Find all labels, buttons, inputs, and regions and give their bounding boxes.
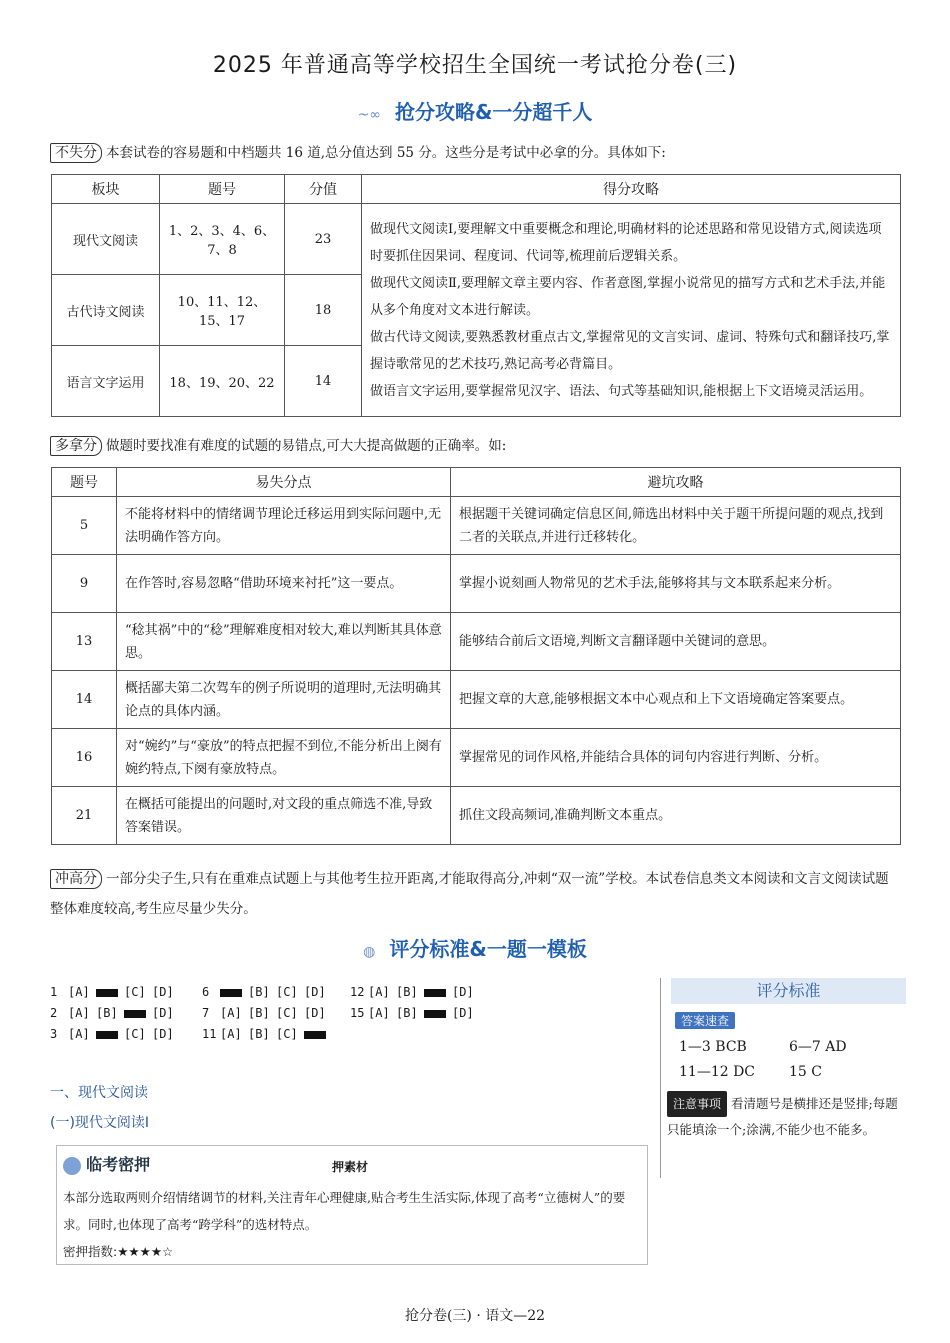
block-cell: 现代文阅读 xyxy=(52,204,160,275)
swirl-icon: ~∞ xyxy=(357,107,381,123)
pitfall-cell: 对“婉约”与“豪放”的特点把握不到位,不能分析出上阕有婉约特点,下阕有豪放特点。 xyxy=(117,729,451,787)
question-number: 11 xyxy=(202,1027,217,1041)
question-number: 3 xyxy=(50,1027,58,1041)
table-row xyxy=(52,613,901,671)
header-strategy: 得分攻略 xyxy=(362,175,901,204)
answer-card-item xyxy=(350,982,498,1003)
answer-card-item xyxy=(350,1003,498,1024)
answer-option[interactable]: [B] xyxy=(396,1006,418,1020)
mikao-body: 本部分选取两则介绍情绪调节的材料,关注青年心理健康,贴合考生生活实际,体现了高考“立德树人”的要求。同时,也体现了高考“跨学科”的选材特点。 xyxy=(63,1190,626,1232)
answer-option[interactable]: [A] xyxy=(220,1006,242,1020)
answer-option[interactable]: [C] xyxy=(276,1027,298,1041)
answer-option[interactable]: [D] xyxy=(304,985,326,999)
answer-option[interactable]: [D] xyxy=(452,985,474,999)
header-num: 题号 xyxy=(52,468,117,497)
part-heading: 一、现代文阅读 xyxy=(50,1085,148,1101)
answer-option[interactable]: [A] xyxy=(220,1027,242,1041)
score-cell: 23 xyxy=(285,204,362,275)
answer-option[interactable]: [B] xyxy=(96,1006,118,1020)
filled-mark xyxy=(304,1031,326,1039)
mikao-box xyxy=(56,1145,648,1265)
bushifen-tag: 不失分 xyxy=(50,143,102,163)
answer-card-item xyxy=(202,982,350,1003)
duonafen-intro xyxy=(50,436,910,456)
question-number: 6 xyxy=(202,985,210,999)
pitfall-cell: 概括鄙夫第二次驾车的例子所说明的道理时,无法明确其论点的具体内涵。 xyxy=(117,671,451,729)
answers-list xyxy=(679,1035,906,1085)
mascot-icon xyxy=(63,1157,81,1175)
block-cell: 古代诗文阅读 xyxy=(52,275,160,346)
answer-option[interactable]: [A] xyxy=(368,1006,390,1020)
score-cell: 18 xyxy=(285,275,362,346)
table-row xyxy=(52,555,901,613)
answer-option[interactable]: [B] xyxy=(248,985,270,999)
table-row xyxy=(52,497,901,555)
nums-cell: 1、2、3、4、6、7、8 xyxy=(160,204,285,275)
question-number: 12 xyxy=(350,985,365,999)
answer-item: 6—7 AD xyxy=(789,1039,847,1055)
tip-cell: 掌握常见的词作风格,并能结合具体的词句内容进行判断、分析。 xyxy=(451,729,901,787)
answer-option[interactable]: [C] xyxy=(124,1027,146,1041)
answer-option-filled[interactable] xyxy=(220,982,248,1003)
tip-cell: 抓住文段高频词,准确判断文本重点。 xyxy=(451,787,901,845)
chonggaofen-intro xyxy=(50,864,902,924)
mikao-label: 押素材 xyxy=(332,1160,369,1174)
answers-label: 答案速查 xyxy=(675,1012,735,1029)
chonggaofen-text: 一部分尖子生,只有在重难点试题上与其他考生拉开距离,才能取得高分,冲刺“双一流”学校。本试卷信息类文本阅读和文言文阅读试题整体难度较高,考生应尽量少失分。 xyxy=(50,871,889,917)
answer-option[interactable]: [D] xyxy=(152,1027,174,1041)
score-cell: 14 xyxy=(285,346,362,417)
answer-option[interactable]: [A] xyxy=(368,985,390,999)
num-cell: 21 xyxy=(52,787,117,845)
num-cell: 16 xyxy=(52,729,117,787)
section-heading-grading xyxy=(0,933,950,962)
answer-option[interactable]: [D] xyxy=(304,1006,326,1020)
tip-cell: 根据题干关键词确定信息区间,筛选出材料中关于题干所提问题的观点,找到二者的关联点,并进行迁移转化。 xyxy=(451,497,901,555)
answer-item: 15 C xyxy=(789,1064,822,1080)
grading-sidebar xyxy=(660,978,906,1178)
tip-cell: 把握文章的大意,能够根据文本中心观点和上下文语境确定答案要点。 xyxy=(451,671,901,729)
filled-mark xyxy=(124,1010,146,1018)
answer-option-filled[interactable] xyxy=(96,982,124,1003)
answer-option-filled[interactable] xyxy=(96,1024,124,1045)
table-row xyxy=(52,204,901,275)
answer-option[interactable]: [C] xyxy=(124,985,146,999)
header-pitfall: 易失分点 xyxy=(117,468,451,497)
answer-card-item xyxy=(50,982,202,1003)
page-footer: 抢分卷(三) · 语文—22 xyxy=(404,1308,546,1324)
strategy-paragraph: 做古代诗文阅读,要熟悉教材重点古文,掌握常见的文言实词、虚词、特殊句式和翻译技巧,掌握诗歌常见的艺术技巧,熟记高考必背篇目。 xyxy=(370,329,890,372)
answer-card-item xyxy=(202,1003,350,1024)
answer-card-row xyxy=(50,982,610,1003)
strategy-cell xyxy=(362,204,901,417)
answer-card-row xyxy=(50,1003,610,1024)
block-cell: 语言文字运用 xyxy=(52,346,160,417)
nums-cell: 10、11、12、15、17 xyxy=(160,275,285,346)
num-cell: 5 xyxy=(52,497,117,555)
header-tip: 避坑攻略 xyxy=(451,468,901,497)
pitfall-cell: 在作答时,容易忽略“借助环境来衬托”这一要点。 xyxy=(117,555,451,613)
strategy-paragraph: 做现代文阅读Ⅱ,要理解文章主要内容、作者意图,掌握小说常见的描写方式和艺术手法,并能从多个角度对文本进行解读。 xyxy=(370,275,886,318)
question-number: 2 xyxy=(50,1006,58,1020)
table-row xyxy=(52,729,901,787)
filled-mark xyxy=(424,1010,446,1018)
num-cell: 9 xyxy=(52,555,117,613)
num-cell: 13 xyxy=(52,613,117,671)
duonafen-tag: 多拿分 xyxy=(50,436,102,456)
answer-card-item xyxy=(202,1024,350,1045)
tip-cell: 能够结合前后文语境,判断文言翻译题中关键词的意思。 xyxy=(451,613,901,671)
answer-option[interactable]: [B] xyxy=(248,1027,270,1041)
answer-option[interactable]: [A] xyxy=(68,1027,90,1041)
chonggaofen-tag: 冲高分 xyxy=(50,869,102,889)
notice-block xyxy=(667,1091,906,1143)
question-number: 1 xyxy=(50,985,58,999)
question-number: 15 xyxy=(350,1006,365,1020)
answer-card xyxy=(50,982,610,1045)
header-score: 分值 xyxy=(285,175,362,204)
answer-option-filled[interactable] xyxy=(124,1003,152,1024)
page-title: 2025 年普通高等学校招生全国统一考试抢分卷(三) xyxy=(212,53,738,78)
sidebar-title: 评分标准 xyxy=(671,978,906,1004)
answer-option-filled[interactable] xyxy=(424,1003,452,1024)
section-heading-text: 评分标准&一题一模板 xyxy=(389,937,587,961)
answer-item: 11—12 DC xyxy=(679,1064,756,1080)
filled-mark xyxy=(96,989,118,997)
answer-option[interactable]: [D] xyxy=(452,1006,474,1020)
bushifen-text: 本套试卷的容易题和中档题共 16 道,总分值达到 55 分。这些分是考试中必拿的分。具体如下: xyxy=(106,145,666,161)
header-block: 板块 xyxy=(52,175,160,204)
tip-cell: 掌握小说刻画人物常见的艺术手法,能够将其与文本联系起来分析。 xyxy=(451,555,901,613)
pitfall-cell: 在概括可能提出的问题时,对文段的重点筛选不准,导致答案错误。 xyxy=(117,787,451,845)
answer-option[interactable]: [A] xyxy=(68,1006,90,1020)
answer-option[interactable]: [D] xyxy=(152,985,174,999)
answer-option[interactable]: [B] xyxy=(248,1006,270,1020)
mikao-rating: 密押指数:★★★★☆ xyxy=(63,1244,174,1259)
filled-mark xyxy=(424,989,446,997)
subpart-heading: (一)现代文阅读Ⅰ xyxy=(50,1115,150,1131)
badge-icon: ◍ xyxy=(363,944,376,960)
strategy-paragraph: 做语言文字运用,要掌握常见汉字、语法、句式等基础知识,能根据上下文语境灵活运用。 xyxy=(370,383,873,399)
bushifen-intro xyxy=(50,143,910,163)
table-header-row xyxy=(52,468,901,497)
mikao-header xyxy=(63,1152,150,1175)
filled-mark xyxy=(220,989,242,997)
strategy-paragraph: 做现代文阅读Ⅰ,要理解文中重要概念和理论,明确材料的论述思路和常见设错方式,阅读选项时要抓住因果词、程度词、代词等,梳理前后逻辑关系。 xyxy=(370,221,882,264)
section-heading-strategy xyxy=(0,96,950,125)
answer-option-filled[interactable] xyxy=(304,1024,332,1045)
answer-option[interactable]: [B] xyxy=(396,985,418,999)
answer-option[interactable]: [D] xyxy=(152,1006,174,1020)
section-heading-text: 抢分攻略&一分超千人 xyxy=(394,100,593,124)
answer-option[interactable]: [C] xyxy=(276,1006,298,1020)
header-nums: 题号 xyxy=(160,175,285,204)
question-number: 7 xyxy=(202,1006,210,1020)
table-row xyxy=(52,787,901,845)
answer-card-item xyxy=(50,1024,202,1045)
pitfall-cell: “稔其祸”中的“稔”理解难度相对较大,难以判断其具体意思。 xyxy=(117,613,451,671)
pitfall-table xyxy=(51,467,901,845)
mikao-title: 临考密押 xyxy=(86,1155,151,1174)
answer-option-filled[interactable] xyxy=(424,982,452,1003)
answer-option[interactable]: [C] xyxy=(276,985,298,999)
filled-mark xyxy=(96,1031,118,1039)
answer-option[interactable]: [A] xyxy=(68,985,90,999)
answer-card-row xyxy=(50,1024,610,1045)
nums-cell: 18、19、20、22 xyxy=(160,346,285,417)
answer-card-item xyxy=(50,1003,202,1024)
duonafen-text: 做题时要找准有难度的试题的易错点,可大大提高做题的正确率。如: xyxy=(106,438,507,454)
table-header-row xyxy=(52,175,901,204)
answer-item: 1—3 BCB xyxy=(679,1039,747,1055)
score-strategy-table xyxy=(51,174,901,417)
pitfall-cell: 不能将材料中的情绪调节理论迁移运用到实际问题中,无法明确作答方向。 xyxy=(117,497,451,555)
num-cell: 14 xyxy=(52,671,117,729)
table-row xyxy=(52,671,901,729)
notice-label: 注意事项 xyxy=(667,1091,727,1117)
notice-text: 看清题号是横排还是竖排;每题只能填涂一个;涂满,不能少也不能多。 xyxy=(667,1096,898,1137)
